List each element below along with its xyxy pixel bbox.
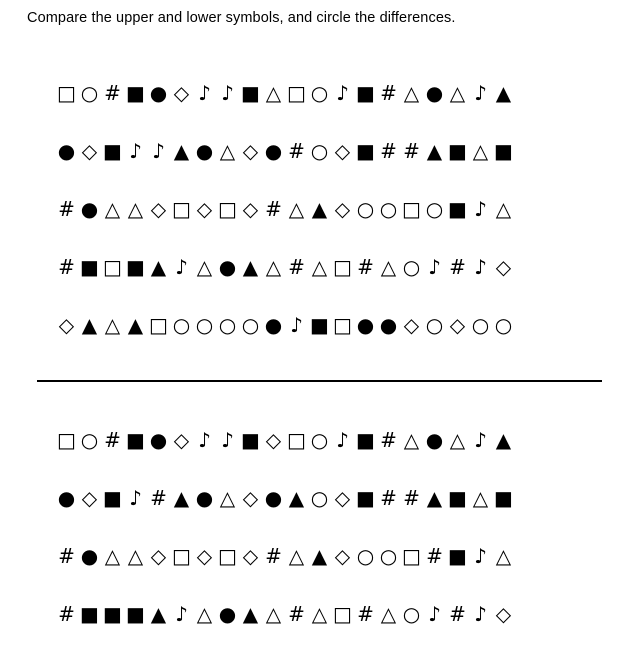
symbol[interactable]: ■ — [356, 486, 375, 510]
lower-row — [55, 541, 515, 599]
symbol[interactable]: ♪ — [428, 602, 441, 626]
symbol[interactable]: △ — [380, 255, 397, 279]
symbol[interactable]: ◇ — [196, 544, 213, 568]
symbol[interactable]: △ — [288, 544, 305, 568]
symbol[interactable]: ● — [218, 602, 237, 626]
symbol[interactable]: ● — [218, 255, 237, 279]
symbol[interactable]: □ — [287, 81, 306, 105]
symbol[interactable]: △ — [472, 486, 489, 510]
symbol[interactable]: □ — [149, 313, 168, 337]
symbol[interactable]: ▲ — [311, 544, 328, 568]
symbol[interactable]: ○ — [310, 486, 329, 510]
symbol[interactable]: ◇ — [150, 544, 167, 568]
symbol[interactable]: ○ — [379, 544, 398, 568]
symbol[interactable]: ■ — [126, 255, 145, 279]
symbol[interactable]: □ — [57, 428, 76, 452]
symbol[interactable]: ■ — [241, 428, 260, 452]
symbol[interactable]: ▲ — [242, 255, 259, 279]
symbol[interactable]: ○ — [471, 313, 490, 337]
symbol[interactable]: # — [357, 602, 374, 626]
symbol[interactable]: ■ — [126, 602, 145, 626]
symbol[interactable]: ○ — [218, 313, 237, 337]
symbol[interactable]: △ — [403, 81, 420, 105]
symbol[interactable]: ● — [379, 313, 398, 337]
symbol[interactable]: ■ — [103, 139, 122, 163]
symbol[interactable]: ◇ — [173, 81, 190, 105]
symbol[interactable]: ○ — [379, 197, 398, 221]
symbol[interactable]: ■ — [126, 428, 145, 452]
instruction-text: Compare the upper and lower symbols, and circle the differences. — [27, 10, 456, 26]
symbol[interactable]: ○ — [172, 313, 191, 337]
symbol[interactable]: ● — [264, 486, 283, 510]
symbol[interactable]: # — [380, 139, 397, 163]
symbol[interactable]: ◇ — [58, 313, 75, 337]
symbol[interactable]: ♪ — [474, 602, 487, 626]
symbol[interactable]: ♪ — [129, 486, 142, 510]
symbol[interactable]: □ — [172, 544, 191, 568]
symbol[interactable]: ♪ — [221, 81, 234, 105]
symbol[interactable]: ■ — [356, 139, 375, 163]
symbol[interactable]: ◇ — [173, 428, 190, 452]
symbol[interactable]: ○ — [310, 81, 329, 105]
symbol[interactable]: ▲ — [495, 428, 512, 452]
symbol[interactable]: △ — [196, 255, 213, 279]
lower-row — [55, 483, 515, 541]
symbol[interactable]: ◇ — [334, 139, 351, 163]
symbol[interactable]: ■ — [310, 313, 329, 337]
symbol[interactable]: ● — [264, 139, 283, 163]
symbol[interactable]: △ — [311, 602, 328, 626]
symbol[interactable]: ◇ — [81, 139, 98, 163]
symbol[interactable]: ♪ — [290, 313, 303, 337]
symbol[interactable]: ● — [264, 313, 283, 337]
symbol[interactable]: ● — [149, 81, 168, 105]
symbol[interactable]: ♪ — [474, 81, 487, 105]
symbol[interactable]: □ — [402, 544, 421, 568]
symbol[interactable]: □ — [103, 255, 122, 279]
symbol[interactable]: △ — [472, 139, 489, 163]
symbol[interactable]: # — [58, 255, 75, 279]
symbol[interactable]: ♪ — [221, 428, 234, 452]
symbol[interactable]: ● — [195, 139, 214, 163]
symbol[interactable]: ○ — [356, 197, 375, 221]
symbol[interactable]: ◇ — [334, 486, 351, 510]
symbol[interactable]: ● — [57, 486, 76, 510]
symbol[interactable]: ◇ — [242, 486, 259, 510]
symbol[interactable]: ◇ — [495, 255, 512, 279]
symbol[interactable]: ○ — [425, 313, 444, 337]
symbol[interactable]: ◇ — [449, 313, 466, 337]
symbol[interactable]: ♪ — [474, 255, 487, 279]
lower-symbol-grid — [55, 425, 515, 657]
symbol[interactable]: ▲ — [242, 602, 259, 626]
symbol[interactable]: ▲ — [311, 197, 328, 221]
symbol[interactable]: ○ — [310, 139, 329, 163]
symbol[interactable]: △ — [196, 602, 213, 626]
symbol[interactable]: ▲ — [150, 602, 167, 626]
symbol[interactable]: ♪ — [336, 428, 349, 452]
upper-row — [55, 194, 515, 252]
symbol[interactable]: ▲ — [495, 81, 512, 105]
symbol[interactable]: ○ — [402, 602, 421, 626]
symbol[interactable]: ■ — [356, 81, 375, 105]
symbol[interactable]: △ — [265, 602, 282, 626]
symbol[interactable]: ■ — [494, 486, 513, 510]
symbol[interactable]: ● — [57, 139, 76, 163]
symbol[interactable]: △ — [495, 197, 512, 221]
symbol[interactable]: ♪ — [428, 255, 441, 279]
symbol[interactable]: △ — [311, 255, 328, 279]
symbol[interactable]: ◇ — [242, 197, 259, 221]
symbol[interactable]: # — [403, 486, 420, 510]
symbol[interactable]: ◇ — [334, 544, 351, 568]
lower-row — [55, 599, 515, 657]
symbol[interactable]: # — [104, 428, 121, 452]
symbol[interactable]: # — [380, 428, 397, 452]
symbol[interactable]: ♪ — [175, 602, 188, 626]
symbol[interactable]: ♪ — [129, 139, 142, 163]
symbol[interactable]: ○ — [195, 313, 214, 337]
symbol[interactable]: ■ — [356, 428, 375, 452]
symbol[interactable]: # — [403, 139, 420, 163]
symbol[interactable]: # — [380, 81, 397, 105]
symbol[interactable]: △ — [495, 544, 512, 568]
symbol[interactable]: △ — [449, 81, 466, 105]
symbol[interactable]: ○ — [494, 313, 513, 337]
symbol[interactable]: ♪ — [474, 428, 487, 452]
symbol[interactable]: ○ — [402, 255, 421, 279]
symbol[interactable]: ♪ — [152, 139, 165, 163]
symbol[interactable]: ■ — [448, 486, 467, 510]
symbol[interactable]: ● — [425, 428, 444, 452]
symbol[interactable]: # — [265, 544, 282, 568]
symbol[interactable]: ◇ — [196, 197, 213, 221]
symbol[interactable]: □ — [218, 197, 237, 221]
symbol[interactable]: ○ — [425, 197, 444, 221]
symbol[interactable]: # — [58, 197, 75, 221]
symbol[interactable]: ♪ — [198, 428, 211, 452]
symbol[interactable]: □ — [57, 81, 76, 105]
symbol[interactable]: ▲ — [288, 486, 305, 510]
symbol[interactable]: ■ — [448, 544, 467, 568]
symbol[interactable]: △ — [380, 602, 397, 626]
upper-row — [55, 136, 515, 194]
symbol[interactable]: □ — [172, 197, 191, 221]
symbol[interactable]: ◇ — [403, 313, 420, 337]
symbol[interactable]: □ — [333, 313, 352, 337]
symbol[interactable]: ■ — [80, 255, 99, 279]
symbol[interactable]: # — [380, 486, 397, 510]
symbol[interactable]: ○ — [80, 81, 99, 105]
symbol[interactable]: ■ — [103, 602, 122, 626]
symbol[interactable]: ♪ — [198, 81, 211, 105]
symbol[interactable]: ■ — [448, 139, 467, 163]
symbol[interactable]: △ — [403, 428, 420, 452]
symbol[interactable]: # — [449, 602, 466, 626]
upper-row — [55, 252, 515, 310]
symbol[interactable]: □ — [287, 428, 306, 452]
symbol[interactable]: △ — [265, 81, 282, 105]
symbol[interactable]: ■ — [494, 139, 513, 163]
symbol[interactable]: ♪ — [175, 255, 188, 279]
symbol[interactable]: ■ — [103, 486, 122, 510]
symbol[interactable]: □ — [402, 197, 421, 221]
symbol[interactable]: ● — [80, 197, 99, 221]
symbol[interactable]: ● — [149, 428, 168, 452]
symbol[interactable]: ▲ — [426, 139, 443, 163]
symbol[interactable]: ▲ — [150, 255, 167, 279]
upper-row — [55, 78, 515, 136]
symbol[interactable]: △ — [265, 255, 282, 279]
symbol[interactable]: # — [426, 544, 443, 568]
symbol[interactable]: ■ — [126, 81, 145, 105]
symbol[interactable]: # — [265, 197, 282, 221]
symbol[interactable]: △ — [127, 544, 144, 568]
symbol[interactable]: △ — [449, 428, 466, 452]
symbol[interactable]: ● — [425, 81, 444, 105]
symbol[interactable]: ♪ — [474, 544, 487, 568]
symbol[interactable]: ■ — [448, 197, 467, 221]
symbol[interactable]: ◇ — [334, 197, 351, 221]
symbol[interactable]: △ — [104, 313, 121, 337]
symbol[interactable]: # — [58, 602, 75, 626]
symbol[interactable]: △ — [219, 139, 236, 163]
symbol[interactable]: ◇ — [242, 139, 259, 163]
symbol[interactable]: △ — [219, 486, 236, 510]
symbol[interactable]: ♪ — [336, 81, 349, 105]
symbol[interactable]: □ — [333, 255, 352, 279]
symbol[interactable]: # — [150, 486, 167, 510]
symbol[interactable]: ■ — [241, 81, 260, 105]
symbol[interactable]: ■ — [80, 602, 99, 626]
symbol[interactable]: ◇ — [150, 197, 167, 221]
symbol[interactable]: ▲ — [426, 486, 443, 510]
symbol[interactable]: ▲ — [127, 313, 144, 337]
lower-row — [55, 425, 515, 483]
symbol[interactable]: ◇ — [242, 544, 259, 568]
symbol[interactable]: △ — [104, 544, 121, 568]
symbol[interactable]: # — [104, 81, 121, 105]
section-divider — [37, 380, 602, 382]
symbol[interactable]: ○ — [310, 428, 329, 452]
symbol[interactable]: # — [449, 255, 466, 279]
symbol[interactable]: ○ — [241, 313, 260, 337]
symbol[interactable]: ▲ — [173, 139, 190, 163]
symbol[interactable]: ● — [195, 486, 214, 510]
symbol[interactable]: △ — [104, 197, 121, 221]
symbol[interactable]: ○ — [80, 428, 99, 452]
symbol[interactable]: # — [58, 544, 75, 568]
upper-row — [55, 310, 515, 368]
upper-symbol-grid — [55, 78, 515, 368]
symbol[interactable]: ○ — [356, 544, 375, 568]
symbol[interactable]: # — [288, 602, 305, 626]
symbol[interactable]: ▲ — [81, 313, 98, 337]
symbol[interactable]: □ — [333, 602, 352, 626]
symbol[interactable]: ◇ — [495, 602, 512, 626]
symbol[interactable]: △ — [127, 197, 144, 221]
symbol[interactable]: ◇ — [81, 486, 98, 510]
symbol[interactable]: ▲ — [173, 486, 190, 510]
symbol[interactable]: ● — [356, 313, 375, 337]
symbol[interactable]: # — [357, 255, 374, 279]
symbol[interactable]: # — [288, 255, 305, 279]
symbol[interactable]: # — [288, 139, 305, 163]
symbol[interactable]: □ — [218, 544, 237, 568]
symbol[interactable]: ♪ — [474, 197, 487, 221]
symbol[interactable]: ● — [80, 544, 99, 568]
symbol[interactable]: △ — [288, 197, 305, 221]
symbol[interactable]: ◇ — [265, 428, 282, 452]
